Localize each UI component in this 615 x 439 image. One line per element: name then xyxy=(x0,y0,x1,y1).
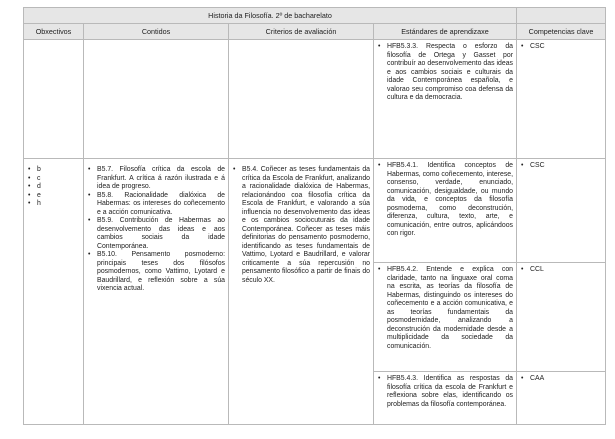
competences-cell xyxy=(517,372,606,425)
content-item: • B5.8. Racionalidade dialóxica de Habermas: os intereses do coñecemento e a acción comunicativa. xyxy=(87,192,225,218)
curriculum-table-page xyxy=(23,7,605,425)
standards-cell xyxy=(374,40,517,159)
objectives-cell-empty xyxy=(24,40,84,159)
objective-item: • c xyxy=(27,175,80,184)
standard-item: • HFB5.3.3. Respecta o esforzo da filosofía de Ortega y Gasset por contribuír ao desenvolvemento das ideas e aos cambios sociais e culturais da idade Contemporánea española, e valorao seu compromiso coa defensa da cultura e da democracia. xyxy=(377,43,513,103)
objectives-cell xyxy=(24,159,84,425)
standards-cell xyxy=(374,159,517,263)
objective-item: • d xyxy=(27,183,80,192)
standards-cell xyxy=(374,372,517,425)
table-title-row xyxy=(24,8,606,24)
criterion-item: • B5.4. Coñecer as teses fundamentais da crítica da Escola de Frankfurt, analizando a racionalidade dialóxica de Habermas, relacionándoo coa filosofía crítica da Escola de Frankfurt, e valorando a súa influencia no desenvolvemento das ideas e os cambios sociocuturais da idade Contemporánea. Coñecer as teses máis definitorias do pensamento posmoderno, identificando as teses fundamentais de Vattimo, Lyotard e Baudrillard, e valorar criticamente a súa repercusión no pensamento filosófico a partir de finais do século XX. xyxy=(232,166,370,285)
standard-item: • HFB5.4.1. Identifica conceptos de Habermas, como coñecemento, interese, consenso, verdade, enunciado, comunicación, desigualdade, ou mundo da vida, e conceptos da filosofía posmoderna, como deconstrución, diferenza, cultura, texto, arte, e comunicación, entre outros, aplicándoos con rigor. xyxy=(377,162,513,239)
table-row xyxy=(24,159,606,263)
criteria-cell-empty xyxy=(229,40,374,159)
header-standards: Estándares de aprendizaxe xyxy=(374,24,517,40)
objective-item: • h xyxy=(27,200,80,209)
standard-item: • HFB5.4.3. Identifica as respostas da filosofía crítica da escola de Frankfurt e reflexiona sobre elas, identificando os problemas da filosofía contemporánea. xyxy=(377,375,513,409)
table-header-row xyxy=(24,24,606,40)
standard-item: • HFB5.4.2. Entende e explica con claridade, tanto na linguaxe oral coma na escrita, as teorías da filosofía de Habermas, distinguindo os intereses do coñecemento e a acción comunicativa, e as teorías fundamentais da posmodernidade, analizando a deconstrución da modernidade desde a multiplicidade da sociedade da comunicación. xyxy=(377,266,513,351)
contents-cell-empty xyxy=(84,40,229,159)
content-item: • B5.9. Contribución de Habermas ao desenvolvemento das ideas e aos cambios sociais da idade Contemporánea. xyxy=(87,217,225,251)
competences-cell xyxy=(517,263,606,372)
standards-cell xyxy=(374,263,517,372)
curriculum-table xyxy=(23,7,606,425)
criteria-cell xyxy=(229,159,374,425)
header-competences: Competencias clave xyxy=(517,24,606,40)
header-criteria: Criterios de avaliación xyxy=(229,24,374,40)
table-row xyxy=(24,40,606,159)
competences-cell xyxy=(517,159,606,263)
competence-item: • CSC xyxy=(520,162,602,171)
competence-item: • CAA xyxy=(520,375,602,384)
contents-cell xyxy=(84,159,229,425)
table-title-blank-cell xyxy=(517,8,606,24)
header-contents: Contidos xyxy=(84,24,229,40)
competences-cell xyxy=(517,40,606,159)
objective-item: • b xyxy=(27,166,80,175)
table-title: Historia da Filosofía. 2º de bacharelato xyxy=(24,8,517,24)
content-item: • B5.7. Filosofía crítica da escola de Frankfurt. A crítica á razón ilustrada e á idea de progreso. xyxy=(87,166,225,192)
competence-item: • CSC xyxy=(520,43,602,52)
header-objectives: Obxectivos xyxy=(24,24,84,40)
content-item: • B5.10. Pensamento posmoderno: principais teses dos filósofos posmodernos, como Vattimo, Lyotard e Baudrillard, e reflexión sobre a súa vixencia actual. xyxy=(87,251,225,294)
competence-item: • CCL xyxy=(520,266,602,275)
objective-item: • e xyxy=(27,192,80,201)
